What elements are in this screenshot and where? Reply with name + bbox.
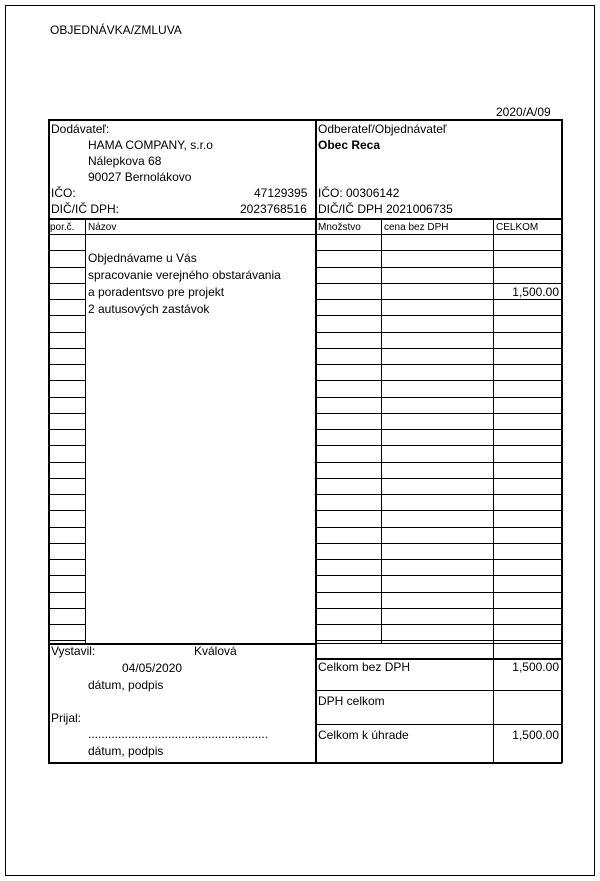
row-line-right <box>315 543 562 544</box>
row-line-left <box>48 380 86 381</box>
row-line-right <box>315 640 562 641</box>
row-line-right <box>315 592 562 593</box>
row-line-right <box>315 413 562 414</box>
customer-ico: IČO: 00306142 <box>318 186 400 200</box>
totals-top-line <box>315 643 562 644</box>
sign-label-1: dátum, podpis <box>88 678 164 692</box>
row-line-left <box>48 283 86 284</box>
row-line-right <box>315 397 562 398</box>
totals-line-2 <box>315 690 562 691</box>
supplier-dic-label: DIČ/IČ DPH: <box>51 202 120 216</box>
total-k-uhrade-label: Celkom k úhrade <box>318 728 409 742</box>
row-line-left <box>48 267 86 268</box>
row-line-left <box>48 608 86 609</box>
row-line-right <box>315 527 562 528</box>
customer-heading: Odberateľ/Objednávateľ <box>318 122 447 136</box>
customer-name: Obec Reca <box>318 138 381 152</box>
row-line-left <box>48 592 86 593</box>
row-line-left <box>48 348 86 349</box>
totals-bottom-line <box>315 762 562 764</box>
header-bottom-border <box>48 218 563 220</box>
supplier-city: 90027 Bernolákovo <box>88 170 192 184</box>
row-line-right <box>315 364 562 365</box>
right-border <box>561 119 563 644</box>
row-line-right <box>315 315 562 316</box>
supplier-ico-label: IČO: <box>51 186 76 200</box>
supplier-ico-value: 47129395 <box>254 186 308 200</box>
row-line-right <box>315 510 562 511</box>
item-description-line-4: 2 autusových zastávok <box>88 302 210 316</box>
row-line-right <box>315 429 562 430</box>
col-header-nazov: Názov <box>88 222 117 233</box>
table-header-line <box>48 234 563 235</box>
row-line-left <box>48 640 86 641</box>
row-line-left <box>48 559 86 560</box>
row-line-left <box>48 462 86 463</box>
row-line-left <box>48 364 86 365</box>
item-description-line-1: Objednávame u Vás <box>88 251 197 265</box>
header-top-border <box>48 119 563 121</box>
row-line-left <box>48 413 86 414</box>
totals-line-3 <box>315 724 562 725</box>
supplier-heading: Dodávateľ: <box>51 122 110 136</box>
vystavil-name: Kválová <box>194 644 237 658</box>
signature-dots: ...................................................... <box>88 727 269 741</box>
footer-left-right-border <box>315 643 317 764</box>
header-divider <box>315 119 317 219</box>
row-line-right <box>315 559 562 560</box>
row-line-left <box>48 575 86 576</box>
row-line-left <box>48 299 86 300</box>
col-header-por: por.č. <box>50 222 75 233</box>
col-header-cena: cena bez DPH <box>384 222 449 233</box>
row-line-left <box>48 250 86 251</box>
totals-divider <box>493 643 494 763</box>
left-border <box>48 119 50 764</box>
total-k-uhrade-value: 1,500.00 <box>512 728 559 742</box>
row-line-left <box>48 315 86 316</box>
row-line-right <box>315 283 562 284</box>
total-bez-dph-value: 1,500.00 <box>512 660 559 674</box>
vystavil-date: 04/05/2020 <box>122 661 183 675</box>
totals-right-border <box>561 643 563 763</box>
prijal-label: Prijal: <box>51 711 82 725</box>
row-line-left <box>48 397 86 398</box>
total-bez-dph-label: Celkom bez DPH <box>318 660 411 674</box>
row-line-right <box>315 445 562 446</box>
row-line-left <box>48 332 86 333</box>
row-line-right <box>315 494 562 495</box>
row-line-right <box>315 624 562 625</box>
footer-left-bottom-border <box>48 762 316 764</box>
item-description-line-2: spracovanie verejného obstarávania <box>88 268 281 282</box>
document-number: 2020/A/09 <box>496 105 551 119</box>
row-line-left <box>48 543 86 544</box>
supplier-dic-value: 2023768516 <box>240 202 307 216</box>
row-line-right <box>315 380 562 381</box>
row-line-right <box>315 575 562 576</box>
sign-label-2: dátum, podpis <box>88 744 164 758</box>
row-line-left <box>48 624 86 625</box>
row-line-right <box>315 250 562 251</box>
row-line-left <box>48 527 86 528</box>
row-line-right <box>315 348 562 349</box>
row-line-right <box>315 478 562 479</box>
row-line-left <box>48 510 86 511</box>
supplier-street: Nálepkova 68 <box>88 154 162 168</box>
document-title: OBJEDNÁVKA/ZMLUVA <box>50 23 182 37</box>
customer-dic: DIČ/IČ DPH 2021006735 <box>318 202 453 216</box>
row-line-right <box>315 332 562 333</box>
row-line-right <box>315 608 562 609</box>
row-line-right <box>315 267 562 268</box>
row-line-left <box>48 494 86 495</box>
row-line-right <box>315 462 562 463</box>
item-description-line-3: a poradentsvo pre projekt <box>88 285 225 299</box>
dph-total-label: DPH celkom <box>318 694 385 708</box>
col-header-mnozstvo: Množstvo <box>318 222 361 233</box>
vystavil-label: Vystavil: <box>51 644 96 658</box>
row-line-right <box>315 299 562 300</box>
supplier-name: HAMA COMPANY, s.r.o <box>88 138 213 152</box>
col-header-celkom: CELKOM <box>496 222 539 233</box>
item-line-total: 1,500.00 <box>512 285 559 299</box>
row-line-left <box>48 478 86 479</box>
row-line-left <box>48 445 86 446</box>
row-line-left <box>48 429 86 430</box>
